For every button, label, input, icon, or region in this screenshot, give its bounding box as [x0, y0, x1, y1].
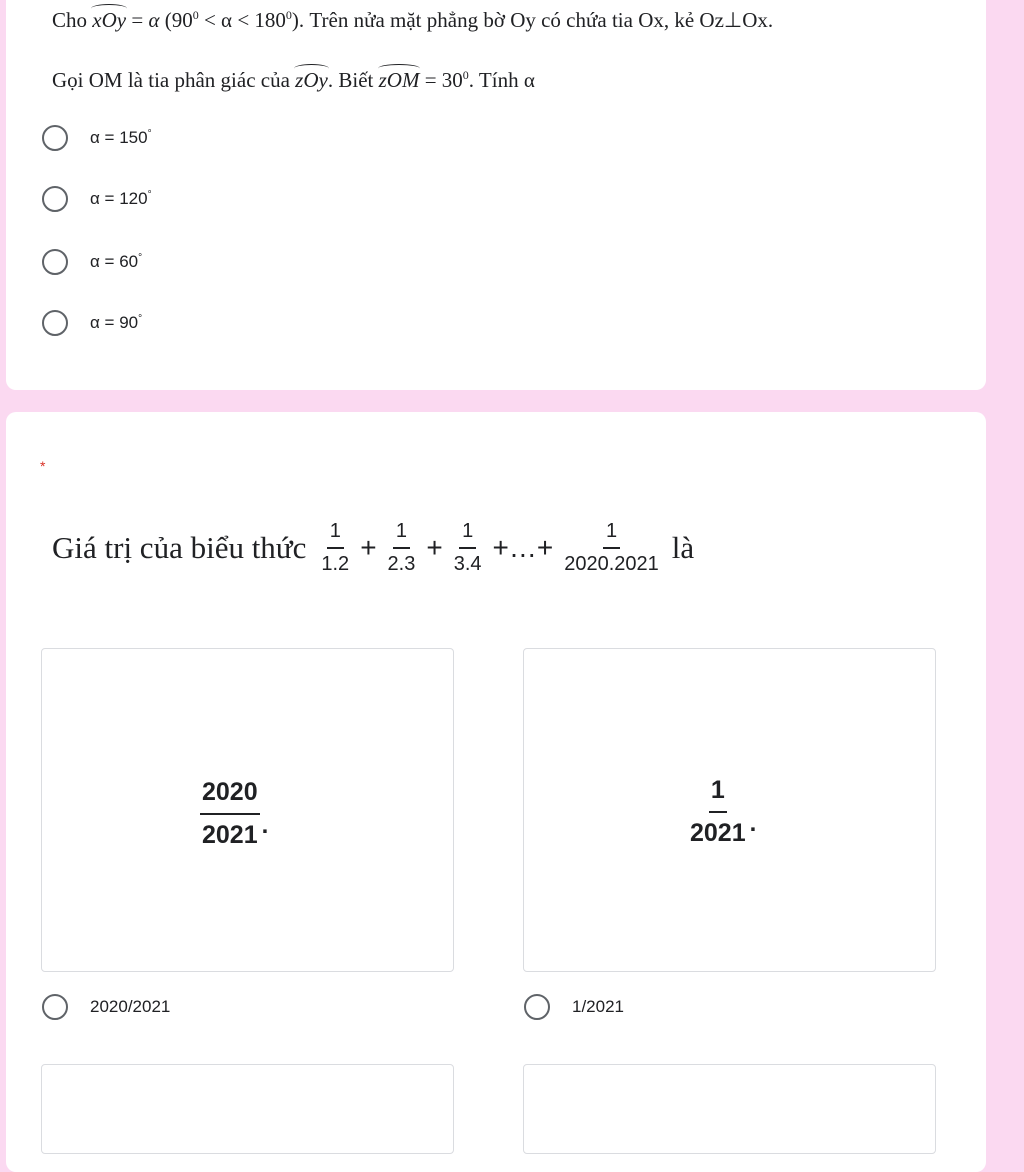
radio-button[interactable] — [42, 310, 68, 336]
question-1-line-1: Cho xOy = α $(90^0 < \alpha < 180^0)$. Trên nửa mặt phẳng bờ Oy có chứa tia Ox, kẻ Oz⊥Ox. — [52, 8, 774, 32]
option-90[interactable] — [42, 310, 142, 336]
option-1-2021[interactable] — [524, 994, 624, 1020]
option-label: α = 120° — [90, 189, 152, 208]
angle-zom: zOM — [378, 68, 420, 92]
fraction-term: $\frac{1}{3.4}$ — [453, 520, 482, 575]
option-label: α = 60° — [90, 252, 143, 271]
option-60[interactable] — [42, 249, 142, 275]
q1-alpha: α — [148, 8, 160, 32]
fraction-term: $\frac{1}{1.2}$ — [321, 520, 350, 575]
question-1-line-2: Gọi OM là tia phân giác của zOy. Biết zOM = $30^0$. Tính α — [52, 68, 535, 92]
option-image-3[interactable] — [41, 1064, 454, 1154]
angle-xoy: xOy — [92, 8, 127, 32]
option-image-fraction: $\frac{2020}{2021}$ . — [202, 778, 269, 849]
radio-button[interactable] — [524, 994, 550, 1020]
option-image-4[interactable] — [523, 1064, 936, 1154]
option-label: α = 150° — [90, 128, 152, 147]
required-marker: * — [40, 458, 46, 474]
question-card-1 — [6, 0, 986, 390]
option-label: 1/2021 — [572, 997, 624, 1016]
radio-button[interactable] — [42, 249, 68, 275]
q2-suffix: là — [671, 530, 695, 565]
option-image-fraction: $\frac{1}{2021}$ . — [690, 776, 757, 847]
option-label: α = 90° — [90, 313, 143, 332]
option-120[interactable] — [42, 186, 152, 212]
ellipsis: +…+ — [492, 532, 554, 563]
angle-zoy: zOy — [295, 68, 328, 92]
plus-sign: + — [426, 532, 443, 563]
radio-button[interactable] — [42, 994, 68, 1020]
radio-button[interactable] — [42, 125, 68, 151]
fraction-term: $\frac{1}{2020.2021}$ — [564, 520, 659, 575]
option-label: 2020/2021 — [90, 997, 171, 1016]
fraction-term: $\frac{1}{2.3}$ — [387, 520, 416, 575]
plus-sign: + — [360, 532, 377, 563]
q1-text-rest: Trên nửa mặt phẳng bờ Oy có chứa tia Ox, kẻ Oz⊥Ox. — [304, 8, 774, 32]
q2-prefix: Giá trị của biểu thức — [52, 530, 307, 565]
question-2-title — [52, 520, 694, 576]
radio-button[interactable] — [42, 186, 68, 212]
q1-eq: = — [126, 8, 149, 32]
q1-text-cho: Cho — [52, 8, 93, 32]
option-2020-2021[interactable] — [42, 994, 170, 1020]
option-150[interactable] — [42, 125, 152, 151]
